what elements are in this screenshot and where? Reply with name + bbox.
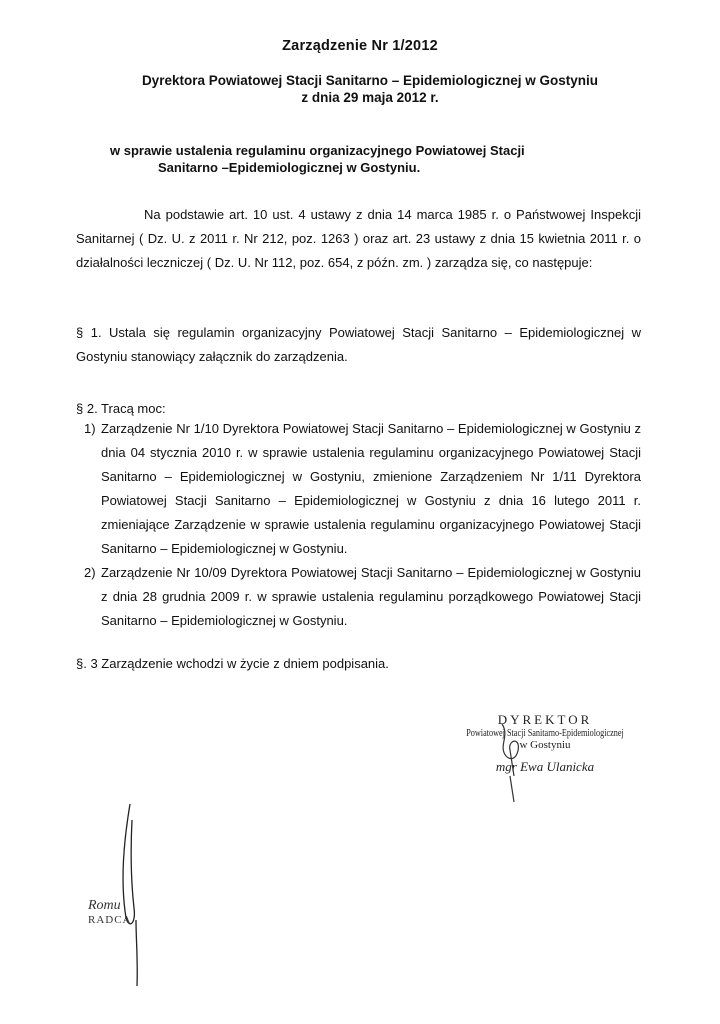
- list-item-number: 2): [84, 565, 96, 580]
- repealed-orders-list: [76, 417, 641, 633]
- list-item: [76, 417, 641, 561]
- counsel-role: RADCA: [88, 914, 132, 926]
- section-2-heading: § 2. Tracą moc:: [76, 401, 166, 416]
- director-signature-stamp: [430, 712, 660, 775]
- signature-city: w Gostyniu: [519, 739, 571, 751]
- list-item-text: Zarządzenie Nr 1/10 Dyrektora Powiatowej Stacji Sanitarno – Epidemiologicznej w Gostyniu z dnia 04 stycznia 2010 r. w sprawie ustalenia regulaminu organizacyjnego Powiatowej Stacji Sanitarno – Epidemiologicznej w Gostyniu, zmienione Zarządzeniem Nr 1/11 Dyrektora Powiatowej Stacji Sanitarno – Epidemiologicznej w Gostyniu z dnia 16 lutego 2011 r. zmieniające Zarządzenie w sprawie ustalenia regulaminu organizacyjnego Powiatowej Stacji Sanitarno – Epidemiologicznej w Gostyniu.: [101, 421, 641, 556]
- subject-line-2: Sanitarno –Epidemiologicznej w Gostyniu.: [158, 160, 421, 175]
- issue-date: z dnia 29 maja 2012 r.: [301, 90, 439, 105]
- document-title: Zarządzenie Nr 1/2012: [282, 38, 438, 54]
- issuer-name: Dyrektora Powiatowej Stacji Sanitarno – Epidemiologicznej w Gostyniu: [141, 73, 599, 88]
- signature-title: DYREKTOR: [497, 712, 593, 727]
- list-item: [76, 561, 641, 633]
- subject-heading: [90, 142, 610, 176]
- signature-name: mgr Ewa Ulanicka: [495, 759, 595, 774]
- issuer-header: [40, 72, 700, 106]
- list-item-text: Zarządzenie Nr 10/09 Dyrektora Powiatowej Stacji Sanitarno – Epidemiologicznej w Gostyniu z dnia 28 grudnia 2009 r. w sprawie ustalenia regulaminu porządkowego Powiatowej Stacji Sanitarno – Epidemiologicznej w Gostyniu.: [101, 565, 641, 628]
- signature-institution: Powiatowej Stacji Sanitarno-Epidemiologicznej: [466, 728, 624, 739]
- section-1-paragraph: § 1. Ustala się regulamin organizacyjny Powiatowej Stacji Sanitarno – Epidemiologicznej w Gostyniu stanowiący załącznik do zarządzenia.: [76, 325, 641, 364]
- counsel-name: Romu: [88, 898, 121, 913]
- list-item-number: 1): [84, 421, 96, 436]
- counsel-signature-icon: [110, 800, 170, 990]
- legal-counsel-stamp: [88, 898, 132, 926]
- subject-line-1: w sprawie ustalenia regulaminu organizacyjnego Powiatowej Stacji: [110, 143, 525, 158]
- legal-basis-paragraph: Na podstawie art. 10 ust. 4 ustawy z dnia 14 marca 1985 r. o Państwowej Inspekcji Sanitarnej ( Dz. U. z 2011 r. Nr 212, poz. 1263 ) oraz art. 23 ustawy z dnia 15 kwietnia 2011 r. o działalności leczniczej ( Dz. U. Nr 112, poz. 654, z późn. zm. ) zarządza się, co następuje:: [76, 207, 641, 270]
- section-3-paragraph: §. 3 Zarządzenie wchodzi w życie z dniem podpisania.: [76, 656, 389, 671]
- handwritten-signature-icon: [480, 716, 540, 806]
